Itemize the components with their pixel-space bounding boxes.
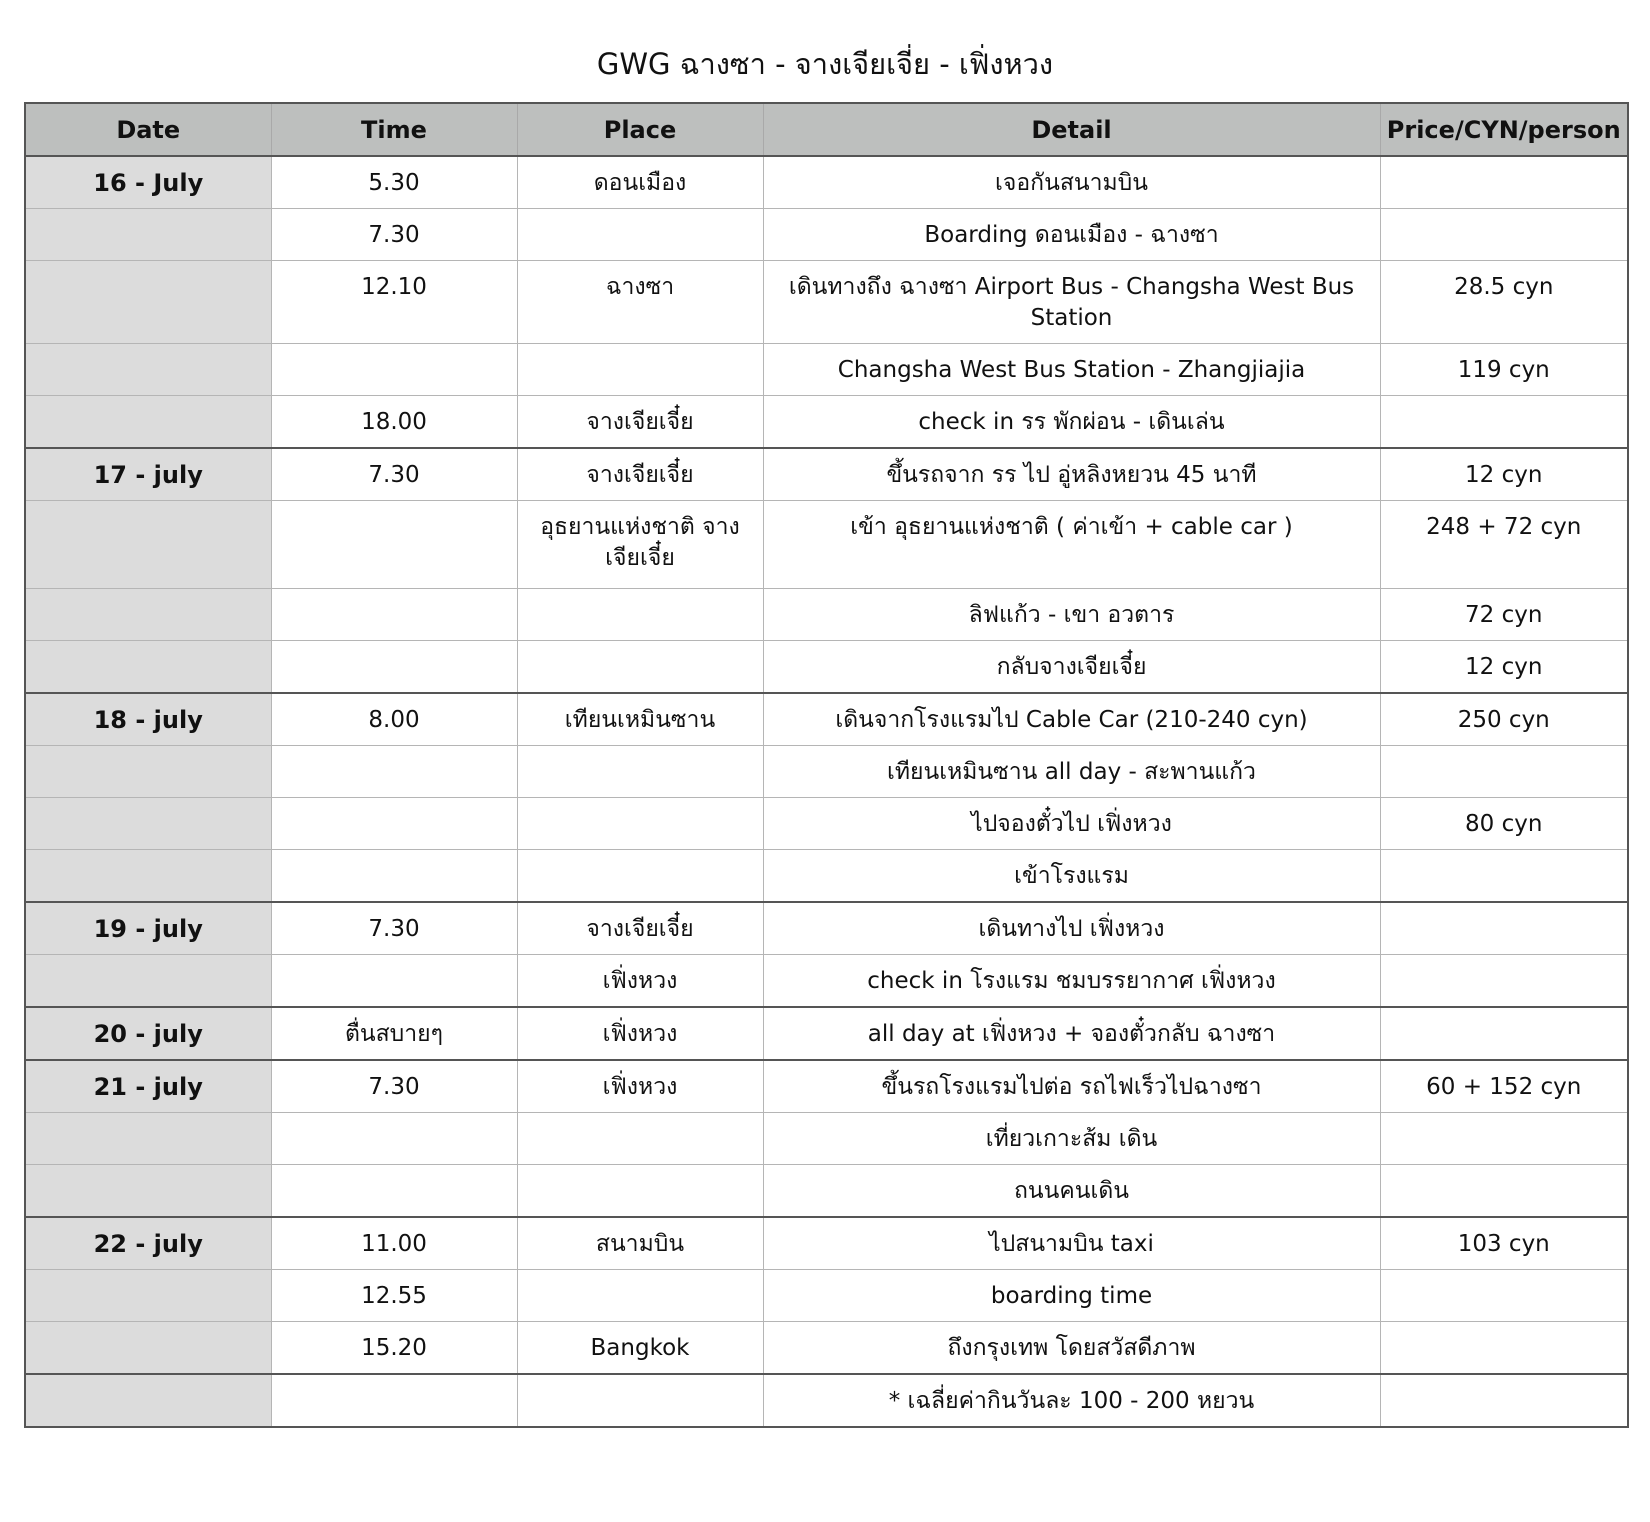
price-cell	[1380, 850, 1628, 903]
table-row	[25, 156, 1628, 209]
price-cell: 250 cyn	[1380, 693, 1628, 746]
time-cell: 12.10	[271, 261, 517, 344]
detail-cell: เดินทางไป เฟิ่งหวง	[763, 902, 1380, 955]
date-cell: 18 - july	[25, 693, 271, 746]
time-cell	[271, 641, 517, 694]
time-cell: 18.00	[271, 396, 517, 449]
table-row	[25, 589, 1628, 641]
date-cell	[25, 589, 271, 641]
place-cell: Bangkok	[517, 1322, 763, 1375]
place-cell: ฉางซา	[517, 261, 763, 344]
time-cell	[271, 501, 517, 589]
table-row	[25, 501, 1628, 589]
time-cell	[271, 955, 517, 1008]
price-cell: 12 cyn	[1380, 448, 1628, 501]
time-cell	[271, 798, 517, 850]
table-row	[25, 693, 1628, 746]
date-cell	[25, 344, 271, 396]
price-cell	[1380, 1270, 1628, 1322]
price-cell: 119 cyn	[1380, 344, 1628, 396]
detail-cell: ถนนคนเดิน	[763, 1165, 1380, 1218]
place-cell	[517, 798, 763, 850]
price-cell: 248 + 72 cyn	[1380, 501, 1628, 589]
table-row	[25, 641, 1628, 694]
detail-cell: เดินจากโรงแรมไป Cable Car (210-240 cyn)	[763, 693, 1380, 746]
price-cell	[1380, 1007, 1628, 1060]
price-cell: 80 cyn	[1380, 798, 1628, 850]
table-row	[25, 955, 1628, 1008]
date-cell: 20 - july	[25, 1007, 271, 1060]
detail-cell: Changsha West Bus Station - Zhangjiajia	[763, 344, 1380, 396]
detail-cell: check in รร พักผ่อน - เดินเล่น	[763, 396, 1380, 449]
date-cell	[25, 1270, 271, 1322]
detail-cell: ขึ้นรถจาก รร ไป อู่หลิงหยวน 45 นาที	[763, 448, 1380, 501]
price-cell	[1380, 1113, 1628, 1165]
price-cell	[1380, 1322, 1628, 1375]
price-cell: 72 cyn	[1380, 589, 1628, 641]
place-cell	[517, 641, 763, 694]
detail-cell: เดินทางถึง ฉางซา Airport Bus - Changsha West Bus Station	[763, 261, 1380, 344]
detail-cell: * เฉลี่ยค่ากินวันละ 100 - 200 หยวน	[763, 1374, 1380, 1427]
date-cell	[25, 209, 271, 261]
detail-cell: boarding time	[763, 1270, 1380, 1322]
place-cell: อุธยานแห่งชาติ จางเจียเจี๋ย	[517, 501, 763, 589]
time-cell	[271, 850, 517, 903]
date-cell: 16 - July	[25, 156, 271, 209]
time-cell	[271, 1113, 517, 1165]
detail-cell: ไปจองตั๋วไป เฟิ่งหวง	[763, 798, 1380, 850]
header-row	[25, 103, 1628, 156]
table-row	[25, 1165, 1628, 1218]
table-row	[25, 798, 1628, 850]
place-cell	[517, 1270, 763, 1322]
table-row	[25, 1270, 1628, 1322]
place-cell	[517, 1165, 763, 1218]
detail-cell: เจอกันสนามบิน	[763, 156, 1380, 209]
date-cell	[25, 1322, 271, 1375]
date-cell	[25, 396, 271, 449]
date-cell: 22 - july	[25, 1217, 271, 1270]
table-row	[25, 746, 1628, 798]
date-cell	[25, 955, 271, 1008]
date-cell	[25, 746, 271, 798]
table-row	[25, 1322, 1628, 1375]
date-cell	[25, 850, 271, 903]
detail-cell: เข้าโรงแรม	[763, 850, 1380, 903]
detail-cell: Boarding ดอนเมือง - ฉางซา	[763, 209, 1380, 261]
header-date: Date	[25, 103, 271, 156]
date-cell	[25, 1113, 271, 1165]
table-row	[25, 1060, 1628, 1113]
itinerary-table	[24, 102, 1629, 1428]
place-cell	[517, 1113, 763, 1165]
date-cell	[25, 501, 271, 589]
price-cell	[1380, 1165, 1628, 1218]
date-cell: 17 - july	[25, 448, 271, 501]
place-cell: จางเจียเจี๋ย	[517, 448, 763, 501]
place-cell: เฟิ่งหวง	[517, 955, 763, 1008]
place-cell	[517, 209, 763, 261]
detail-cell: ถึงกรุงเทพ โดยสวัสดีภาพ	[763, 1322, 1380, 1375]
table-row	[25, 902, 1628, 955]
detail-cell: check in โรงแรม ชมบรรยากาศ เฟิ่งหวง	[763, 955, 1380, 1008]
price-cell	[1380, 156, 1628, 209]
table-row	[25, 261, 1628, 344]
place-cell	[517, 344, 763, 396]
time-cell	[271, 746, 517, 798]
time-cell	[271, 589, 517, 641]
detail-cell: กลับจางเจียเจี๋ย	[763, 641, 1380, 694]
detail-cell: ไปสนามบิน taxi	[763, 1217, 1380, 1270]
place-cell: จางเจียเจี๋ย	[517, 396, 763, 449]
table-row	[25, 448, 1628, 501]
place-cell	[517, 589, 763, 641]
price-cell: 60 + 152 cyn	[1380, 1060, 1628, 1113]
place-cell	[517, 850, 763, 903]
date-cell: 21 - july	[25, 1060, 271, 1113]
place-cell	[517, 1374, 763, 1427]
price-cell	[1380, 1374, 1628, 1427]
time-cell: 7.30	[271, 448, 517, 501]
table-row	[25, 1374, 1628, 1427]
price-cell	[1380, 955, 1628, 1008]
time-cell: 12.55	[271, 1270, 517, 1322]
table-row	[25, 209, 1628, 261]
date-cell: 19 - july	[25, 902, 271, 955]
date-cell	[25, 641, 271, 694]
place-cell: เฟิ่งหวง	[517, 1060, 763, 1113]
table-row	[25, 1007, 1628, 1060]
time-cell: 8.00	[271, 693, 517, 746]
time-cell: 7.30	[271, 902, 517, 955]
header-price: Price/CYN/person	[1380, 103, 1628, 156]
price-cell	[1380, 902, 1628, 955]
time-cell: 5.30	[271, 156, 517, 209]
price-cell: 28.5 cyn	[1380, 261, 1628, 344]
detail-cell: เข้า อุธยานแห่งชาติ ( ค่าเข้า + cable car )	[763, 501, 1380, 589]
time-cell: 7.30	[271, 1060, 517, 1113]
header-time: Time	[271, 103, 517, 156]
header-place: Place	[517, 103, 763, 156]
detail-cell: เที่ยวเกาะส้ม เดิน	[763, 1113, 1380, 1165]
time-cell	[271, 1374, 517, 1427]
place-cell: จางเจียเจี๋ย	[517, 902, 763, 955]
time-cell: ตื่นสบายๆ	[271, 1007, 517, 1060]
time-cell	[271, 1165, 517, 1218]
price-cell	[1380, 209, 1628, 261]
time-cell	[271, 344, 517, 396]
price-cell: 12 cyn	[1380, 641, 1628, 694]
time-cell: 7.30	[271, 209, 517, 261]
table-row	[25, 1217, 1628, 1270]
detail-cell: ขึ้นรถโรงแรมไปต่อ รถไฟเร็วไปฉางซา	[763, 1060, 1380, 1113]
place-cell: เฟิ่งหวง	[517, 1007, 763, 1060]
table-row	[25, 396, 1628, 449]
price-cell	[1380, 396, 1628, 449]
time-cell: 15.20	[271, 1322, 517, 1375]
place-cell: สนามบิน	[517, 1217, 763, 1270]
price-cell	[1380, 746, 1628, 798]
detail-cell: all day at เฟิ่งหวง + จองตั๋วกลับ ฉางซา	[763, 1007, 1380, 1060]
date-cell	[25, 1374, 271, 1427]
page-title: GWG ฉางซา - จางเจียเจี่ย - เฟิ่งหวง	[596, 47, 1054, 81]
price-cell: 103 cyn	[1380, 1217, 1628, 1270]
date-cell	[25, 261, 271, 344]
table-row	[25, 1113, 1628, 1165]
header-detail: Detail	[763, 103, 1380, 156]
place-cell: เทียนเหมินซาน	[517, 693, 763, 746]
detail-cell: เทียนเหมินซาน all day - สะพานแก้ว	[763, 746, 1380, 798]
place-cell	[517, 746, 763, 798]
date-cell	[25, 798, 271, 850]
table-row	[25, 850, 1628, 903]
date-cell	[25, 1165, 271, 1218]
place-cell: ดอนเมือง	[517, 156, 763, 209]
table-row	[25, 344, 1628, 396]
detail-cell: ลิฟแก้ว - เขา อวตาร	[763, 589, 1380, 641]
time-cell: 11.00	[271, 1217, 517, 1270]
